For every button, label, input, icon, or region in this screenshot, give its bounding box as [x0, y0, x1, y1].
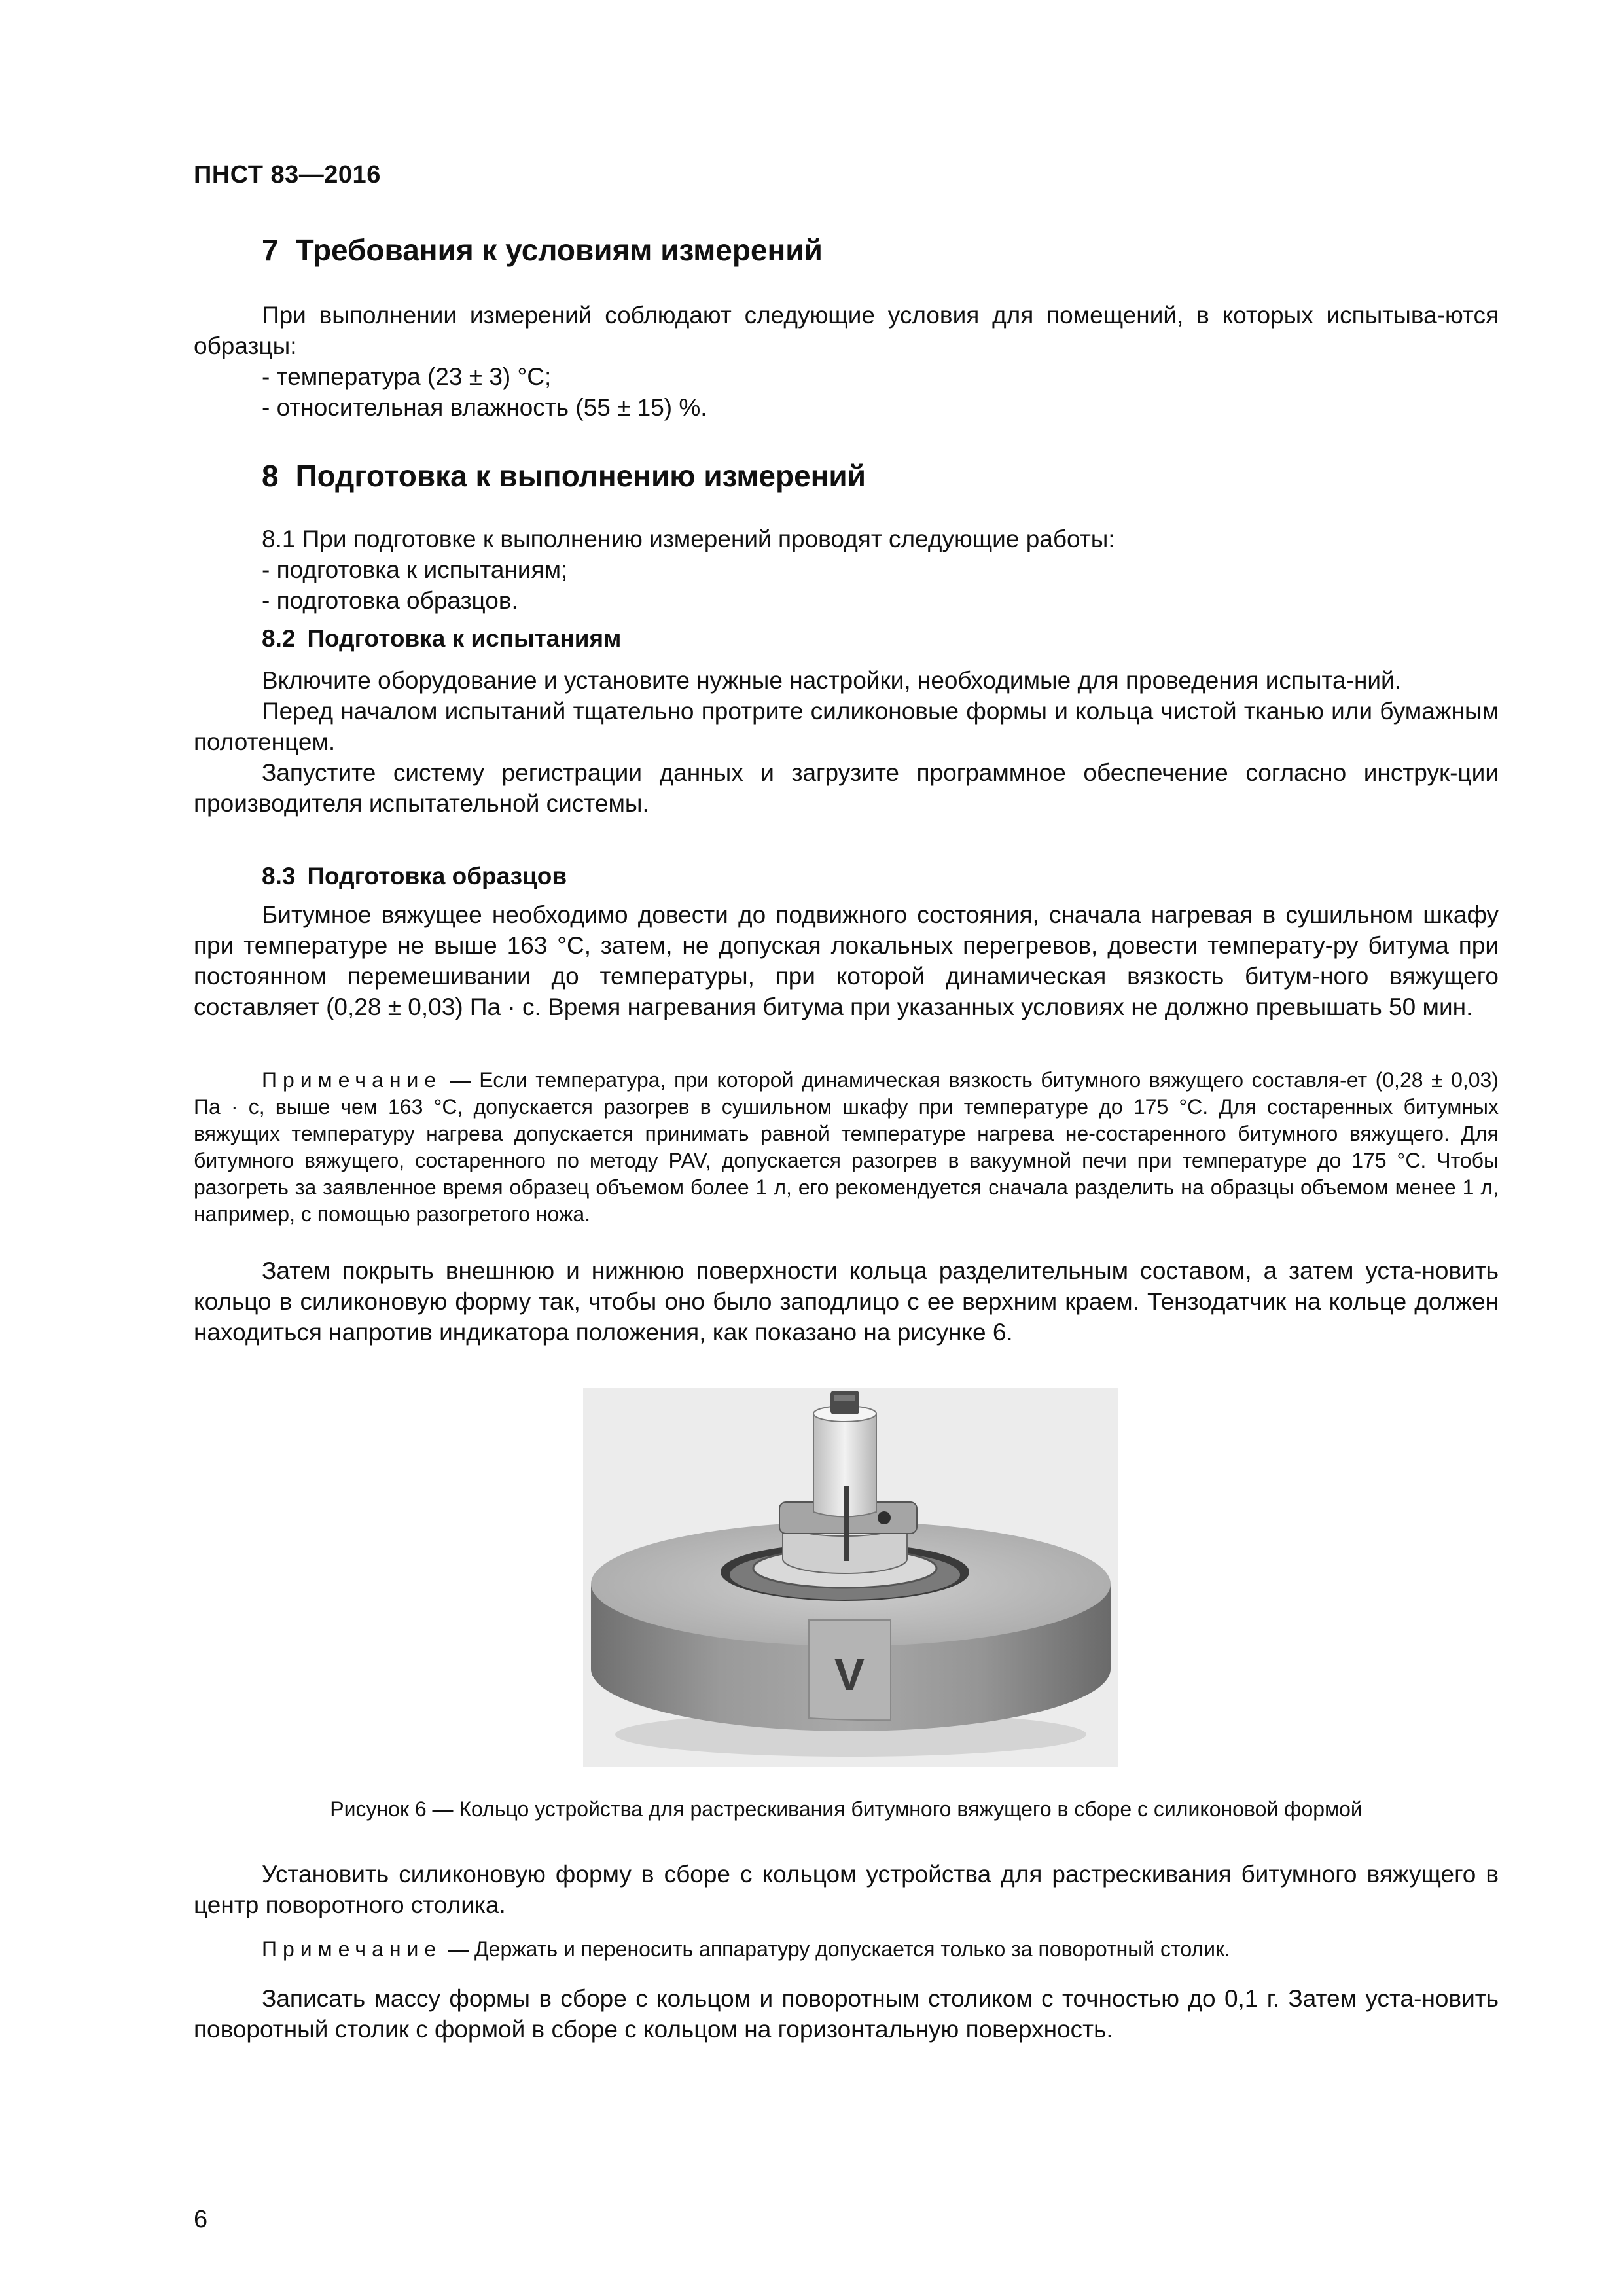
paragraph: Битумное вяжущее необходимо довести до подвижного состояния, сначала нагревая в сушильном шкафу при температуре не выше 163 °С, затем, не допуская локальных перегревов, довести температу-ру битума при постоянном перемешивании до температуры, при которой динамическая вязкость битум-ного вяжущего составляет (0,28 ± 0,03) Па · с. Время нагревания битума при указанных условиях не должно превышать 50 мин.	[194, 901, 1499, 1020]
subsection-8-3-title: Подготовка образцов	[307, 863, 567, 889]
subsection-8-3-heading	[262, 863, 567, 890]
paragraph: Перед началом испытаний тщательно протрите силиконовые формы и кольца чистой тканью или бумажным полотенцем.	[194, 698, 1499, 755]
subsection-8-3-para-1	[194, 899, 1499, 1022]
subsection-8-2-body	[194, 665, 1499, 819]
section-7-intro: При выполнении измерений соблюдают следующие условия для помещений, в которых испытыва-ются образцы:	[194, 302, 1499, 359]
section-8-number: 8	[262, 459, 279, 493]
note-1	[194, 1067, 1499, 1228]
section-8-heading	[262, 458, 866, 493]
paragraph: Запустите систему регистрации данных и загрузите программное обеспечение согласно инструк-ции производителя испытательной системы.	[194, 759, 1499, 817]
page-number: 6	[194, 2206, 208, 2233]
section-8-1-block	[262, 524, 1115, 616]
subsection-8-3-para-3	[194, 1859, 1499, 1920]
list-item: - относительная влажность (55 ± 15) %.	[262, 394, 707, 421]
paragraph: Записать массу формы в сборе с кольцом и поворотным столиком с точностью до 0,1 г. Затем уста-новить поворотный столик с формой в сборе с кольцом на горизонтальную поверхность.	[194, 1985, 1499, 2043]
paragraph: Затем покрыть внешнюю и нижнюю поверхности кольца разделительным составом, а затем уста-новить кольцо в силиконовую форму так, чтобы оно было заподлицо с ее верхним краем. Тензодатчик на кольце должен находиться напротив индикатора положения, как показано на рисунке 6.	[194, 1257, 1499, 1346]
section-8-title: Подготовка к выполнению измерений	[295, 459, 866, 493]
ring-assembly-illustration	[583, 1388, 1118, 1767]
section-7-heading	[262, 232, 823, 268]
subsection-8-2-number: 8.2	[262, 625, 296, 652]
section-7-intro-block	[194, 300, 1499, 361]
section-7-title: Требования к условиям измерений	[295, 233, 823, 267]
figure-6-caption: Рисунок 6 — Кольцо устройства для растрескивания битумного вяжущего в сборе с силиконовой формой	[330, 1797, 1363, 1821]
figure-6-photo	[583, 1388, 1118, 1767]
position-indicator-mark: V	[834, 1649, 865, 1700]
subsection-8-3-para-4	[194, 1983, 1499, 2045]
list-item: - подготовка образцов.	[262, 587, 518, 614]
list-item: - подготовка к испытаниям;	[262, 556, 568, 583]
note-2	[194, 1936, 1499, 1963]
subsection-8-3-para-2	[194, 1255, 1499, 1348]
note-label: Примечание	[262, 1937, 442, 1961]
note-text: — Если температура, при которой динамическая вязкость битумного вяжущего составля-ет (0,28 ± 0,03) Па · с, выше чем 163 °С, допускается разогрев в сушильном шкафу при температуре до 175 °С. Для состаренных битумных вяжущих температуру нагрева допускается принимать равной температуре нагрева не-состаренного битумного вяжущего. Для битумного вяжущего, состаренного по методу PAV, допускается разогрев в вакуумной печи при температуре до 175 °С. Чтобы разогреть за заявленное время образец объемом более 1 л, его рекомендуется сначала разделить на образцы объемом менее 1 л, например, с помощью разогретого ножа.	[194, 1068, 1499, 1226]
subsection-8-2-title: Подготовка к испытаниям	[307, 625, 622, 652]
note-label: Примечание	[262, 1068, 442, 1092]
subsection-8-2-heading	[262, 625, 621, 653]
list-item: - температура (23 ± 3) °С;	[262, 363, 552, 390]
document-id-header: ПНСТ 83—2016	[194, 161, 381, 188]
paragraph: Установить силиконовую форму в сборе с кольцом устройства для растрескивания битумного вяжущего в центр поворотного столика.	[194, 1861, 1499, 1918]
section-7-number: 7	[262, 233, 279, 267]
paragraph: Включите оборудование и установите нужные настройки, необходимые для проведения испыта-ний.	[262, 667, 1402, 694]
subsection-8-3-number: 8.3	[262, 863, 296, 889]
section-7-conditions-list	[262, 361, 707, 423]
clause-8-1: 8.1 При подготовке к выполнению измерений проводят следующие работы:	[262, 526, 1115, 552]
note-text: — Держать и переносить аппаратуру допускается только за поворотный столик.	[448, 1937, 1230, 1961]
